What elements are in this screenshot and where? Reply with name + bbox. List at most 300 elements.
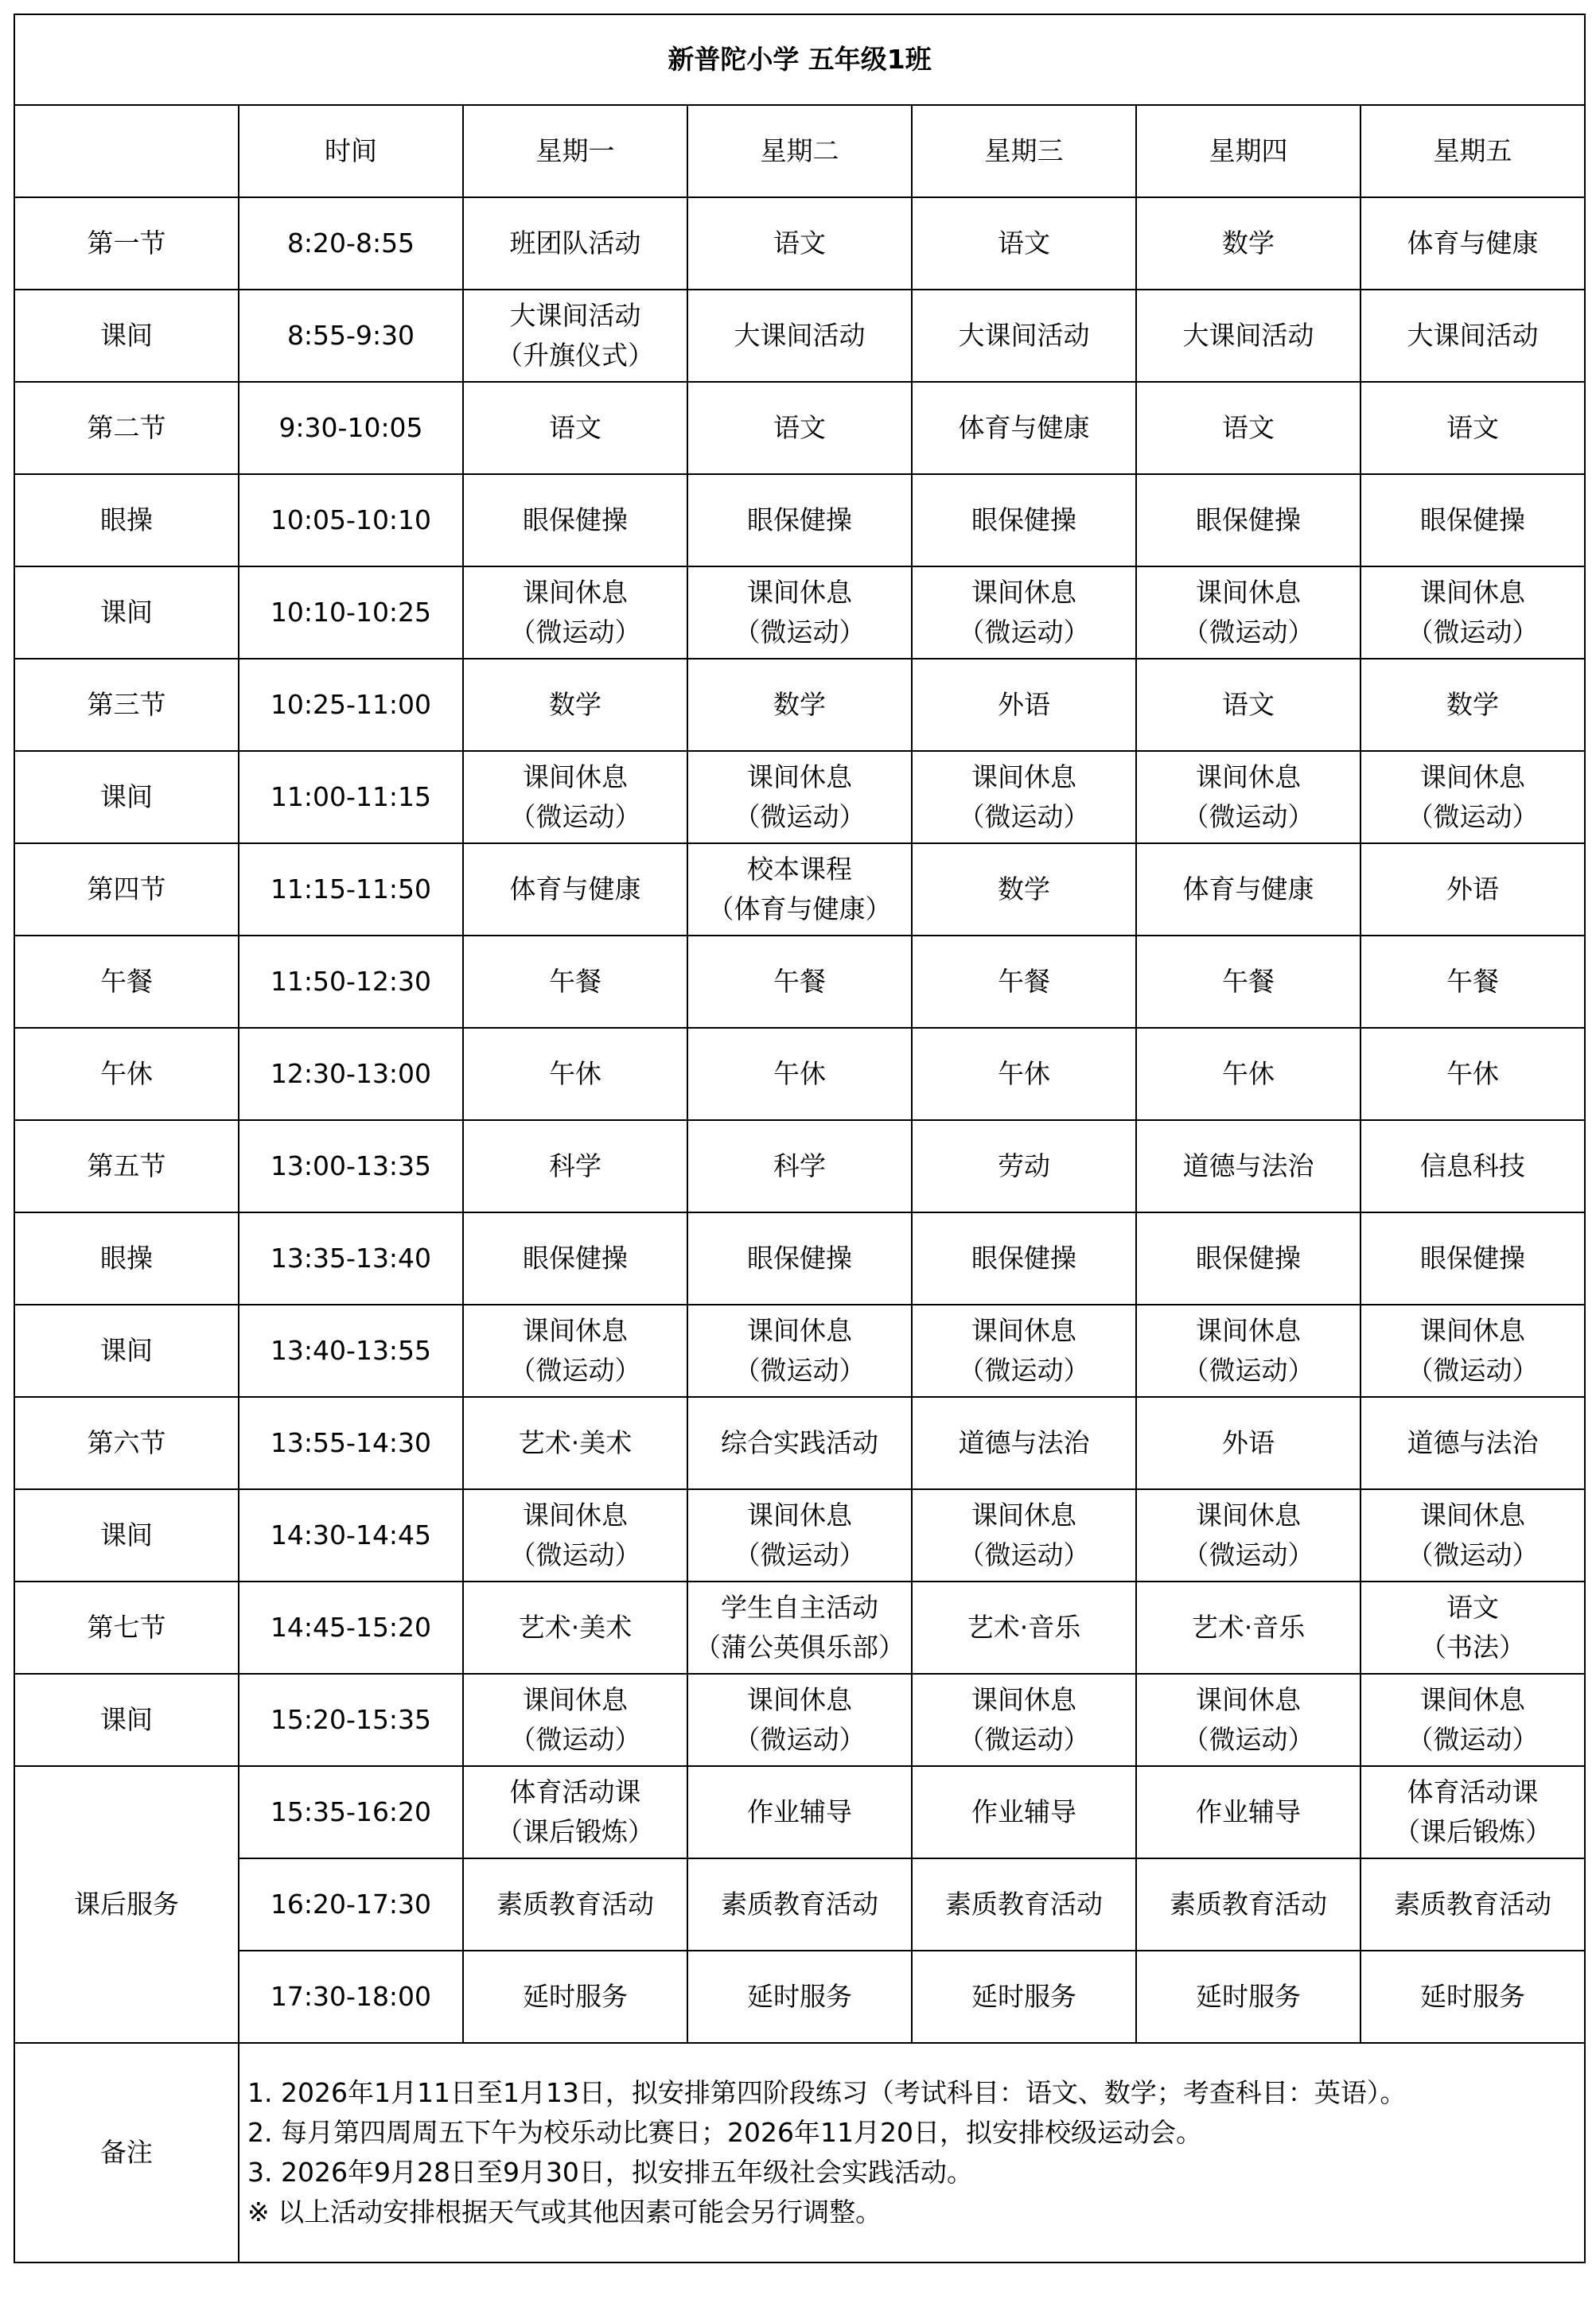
schedule-row [14, 1397, 1585, 1489]
after-school-row [14, 1951, 1585, 2043]
period-time: 10:05-10:10 [239, 474, 463, 566]
cell-line: 语文 [1222, 412, 1275, 443]
period-time: 13:00-13:35 [239, 1120, 463, 1212]
cell-tuesday [687, 751, 912, 843]
cell-line: （微运动） [734, 1539, 866, 1570]
cell-monday [463, 566, 687, 659]
cell-monday [463, 843, 687, 936]
schedule-row [14, 1120, 1585, 1212]
cell-line: （微运动） [1407, 801, 1539, 832]
cell-line: 语文 [549, 412, 601, 443]
period-label: 课间 [14, 290, 239, 382]
cell-tuesday [687, 1028, 912, 1120]
notes-row [14, 2043, 1585, 2262]
cell-line: （微运动） [509, 617, 641, 648]
cell-line: 艺术·音乐 [967, 1612, 1081, 1643]
header-cell-thursday: 星期四 [1136, 105, 1360, 197]
cell-wednesday [912, 659, 1136, 751]
cell-line: 数学 [549, 689, 601, 720]
cell-friday [1360, 1489, 1585, 1582]
after-school-row [14, 1766, 1585, 1858]
cell-friday [1360, 197, 1585, 290]
cell-line: 综合实践活动 [721, 1427, 878, 1458]
cell-line: 作业辅导 [747, 1796, 852, 1827]
cell-tuesday [687, 1120, 912, 1212]
cell-line: （微运动） [509, 1355, 641, 1386]
period-label: 午餐 [14, 936, 239, 1028]
period-time: 11:50-12:30 [239, 936, 463, 1028]
cell-tuesday [687, 1582, 912, 1674]
cell-friday [1360, 1951, 1585, 2043]
cell-monday [463, 1766, 687, 1858]
cell-line: 延时服务 [523, 1981, 628, 2012]
period-time: 17:30-18:00 [239, 1951, 463, 2043]
cell-tuesday [687, 1305, 912, 1397]
cell-thursday [1136, 290, 1360, 382]
cell-line: 午餐 [1222, 966, 1275, 997]
period-time: 12:30-13:00 [239, 1028, 463, 1120]
cell-wednesday [912, 751, 1136, 843]
cell-line: 课间休息 [971, 761, 1076, 792]
cell-line: 素质教育活动 [1170, 1889, 1327, 1920]
cell-thursday [1136, 1397, 1360, 1489]
cell-monday [463, 1674, 687, 1766]
cell-line: 课间休息 [523, 761, 628, 792]
cell-friday [1360, 1582, 1585, 1674]
cell-line: 午休 [1222, 1058, 1275, 1089]
cell-line: 课间休息 [747, 1500, 852, 1531]
cell-line: 科学 [549, 1150, 601, 1181]
cell-monday [463, 197, 687, 290]
schedule-row [14, 936, 1585, 1028]
cell-line: （微运动） [1182, 801, 1314, 832]
cell-monday [463, 290, 687, 382]
cell-line: 眼保健操 [1196, 1243, 1301, 1274]
cell-line: 午餐 [998, 966, 1050, 997]
cell-line: （微运动） [509, 801, 641, 832]
cell-line: （微运动） [734, 1355, 866, 1386]
cell-tuesday [687, 1397, 912, 1489]
cell-line: 素质教育活动 [945, 1889, 1103, 1920]
cell-line: 延时服务 [1420, 1981, 1526, 2012]
cell-tuesday [687, 1674, 912, 1766]
cell-thursday [1136, 1951, 1360, 2043]
period-label: 第二节 [14, 382, 239, 474]
cell-wednesday [912, 197, 1136, 290]
cell-line: 眼保健操 [747, 1243, 852, 1274]
cell-wednesday [912, 1582, 1136, 1674]
period-time: 9:30-10:05 [239, 382, 463, 474]
cell-line: 眼保健操 [1420, 504, 1526, 535]
cell-thursday [1136, 1766, 1360, 1858]
cell-line: 大课间活动 [734, 320, 866, 351]
note-line: 1. 2026年1月11日至1月13日，拟安排第四阶段练习（考试科目：语文、数学；考查科目：英语）。 [247, 2077, 1407, 2108]
cell-wednesday [912, 1766, 1136, 1858]
cell-line: 劳动 [998, 1150, 1050, 1181]
period-time: 14:30-14:45 [239, 1489, 463, 1582]
period-label: 眼操 [14, 474, 239, 566]
cell-monday [463, 1951, 687, 2043]
cell-tuesday [687, 1951, 912, 2043]
cell-line: 学生自主活动 [721, 1592, 878, 1623]
cell-friday [1360, 1212, 1585, 1305]
after-school-row [14, 1858, 1585, 1951]
cell-line: 课间休息 [971, 1315, 1076, 1346]
cell-wednesday [912, 474, 1136, 566]
cell-thursday [1136, 474, 1360, 566]
cell-monday [463, 751, 687, 843]
cell-line: 课间休息 [747, 1684, 852, 1715]
schedule-row [14, 843, 1585, 936]
schedule-title: 新普陀小学 五年级1班 [14, 14, 1585, 105]
schedule-body [14, 14, 1585, 2262]
header-cell-time: 时间 [239, 105, 463, 197]
cell-line: 班团队活动 [509, 228, 641, 259]
cell-line: 课间休息 [1420, 1684, 1526, 1715]
cell-thursday [1136, 1582, 1360, 1674]
cell-tuesday [687, 659, 912, 751]
cell-line: 眼保健操 [1420, 1243, 1526, 1274]
header-cell-friday: 星期五 [1360, 105, 1585, 197]
cell-line: 课间休息 [1196, 1315, 1301, 1346]
schedule-row [14, 1489, 1585, 1582]
cell-line: （微运动） [1407, 617, 1539, 648]
cell-line: （微运动） [958, 801, 1090, 832]
cell-line: 延时服务 [1196, 1981, 1301, 2012]
period-time: 16:20-17:30 [239, 1858, 463, 1951]
period-label: 课间 [14, 1305, 239, 1397]
header-cell-blank [14, 105, 239, 197]
cell-line: （微运动） [958, 1539, 1090, 1570]
cell-line: 体育与健康 [1182, 873, 1314, 905]
period-time: 14:45-15:20 [239, 1582, 463, 1674]
note-line: ※ 以上活动安排根据天气或其他因素可能会另行调整。 [247, 2196, 882, 2227]
cell-line: 延时服务 [747, 1981, 852, 2012]
cell-line: （微运动） [1182, 617, 1314, 648]
cell-line: 延时服务 [971, 1981, 1076, 2012]
cell-line: （微运动） [1407, 1724, 1539, 1755]
cell-line: 语文 [1446, 1592, 1500, 1623]
cell-line: （微运动） [734, 801, 866, 832]
cell-thursday [1136, 566, 1360, 659]
cell-line: 作业辅导 [1196, 1796, 1301, 1827]
cell-line: 数学 [1222, 228, 1275, 259]
cell-line: （微运动） [958, 1355, 1090, 1386]
cell-line: 课间休息 [1420, 1315, 1526, 1346]
note-line: 3. 2026年9月28日至9月30日，拟安排五年级社会实践活动。 [247, 2157, 973, 2188]
cell-friday [1360, 382, 1585, 474]
cell-tuesday [687, 290, 912, 382]
cell-friday [1360, 1858, 1585, 1951]
cell-line: 午餐 [1446, 966, 1500, 997]
cell-line: （微运动） [1182, 1355, 1314, 1386]
cell-friday [1360, 1305, 1585, 1397]
cell-line: （微运动） [509, 1539, 641, 1570]
cell-wednesday [912, 1212, 1136, 1305]
cell-line: 课间休息 [747, 1315, 852, 1346]
cell-friday [1360, 566, 1585, 659]
cell-line: 体育与健康 [509, 873, 641, 905]
cell-wednesday [912, 1674, 1136, 1766]
cell-line: （课后锻炼） [1394, 1816, 1552, 1847]
period-label: 第六节 [14, 1397, 239, 1489]
cell-line: （微运动） [1182, 1724, 1314, 1755]
header-cell-monday: 星期一 [463, 105, 687, 197]
schedule-row [14, 382, 1585, 474]
cell-line: （微运动） [509, 1724, 641, 1755]
cell-line: 体育活动课 [1407, 1776, 1539, 1807]
cell-wednesday [912, 843, 1136, 936]
cell-monday [463, 382, 687, 474]
notes-label: 备注 [14, 2043, 239, 2262]
cell-thursday [1136, 843, 1360, 936]
cell-line: 数学 [998, 873, 1050, 905]
cell-tuesday [687, 474, 912, 566]
schedule-row [14, 751, 1585, 843]
cell-line: 眼保健操 [1196, 504, 1301, 535]
cell-wednesday [912, 1858, 1136, 1951]
cell-wednesday [912, 1951, 1136, 2043]
cell-line: 课间休息 [1196, 761, 1301, 792]
period-time: 8:55-9:30 [239, 290, 463, 382]
cell-monday [463, 659, 687, 751]
cell-line: 午餐 [773, 966, 826, 997]
cell-monday [463, 474, 687, 566]
period-time: 8:20-8:55 [239, 197, 463, 290]
period-label: 第三节 [14, 659, 239, 751]
cell-line: （微运动） [1182, 1539, 1314, 1570]
class-schedule-table [14, 14, 1586, 2263]
cell-line: 道德与法治 [958, 1427, 1090, 1458]
cell-tuesday [687, 1766, 912, 1858]
schedule-row [14, 474, 1585, 566]
cell-line: 课间休息 [523, 577, 628, 608]
cell-monday [463, 1120, 687, 1212]
cell-line: 大课间活动 [509, 300, 641, 331]
cell-line: 体育与健康 [958, 412, 1090, 443]
cell-thursday [1136, 751, 1360, 843]
schedule-row [14, 1028, 1585, 1120]
cell-friday [1360, 290, 1585, 382]
cell-line: 道德与法治 [1182, 1150, 1314, 1181]
schedule-row [14, 1305, 1585, 1397]
cell-line: 语文 [773, 228, 826, 259]
cell-tuesday [687, 382, 912, 474]
cell-line: 课间休息 [971, 1684, 1076, 1715]
cell-line: 外语 [1222, 1427, 1275, 1458]
cell-line: 午餐 [549, 966, 601, 997]
period-label: 第五节 [14, 1120, 239, 1212]
period-label: 课间 [14, 1674, 239, 1766]
cell-thursday [1136, 1028, 1360, 1120]
cell-friday [1360, 474, 1585, 566]
period-time: 10:25-11:00 [239, 659, 463, 751]
cell-thursday [1136, 1858, 1360, 1951]
cell-line: （蒲公英俱乐部） [695, 1632, 905, 1663]
cell-line: 眼保健操 [747, 504, 852, 535]
header-row [14, 105, 1585, 197]
cell-line: 课间休息 [747, 761, 852, 792]
cell-monday [463, 1397, 687, 1489]
cell-wednesday [912, 1120, 1136, 1212]
notes-content [239, 2043, 1585, 2262]
period-label: 第四节 [14, 843, 239, 936]
cell-line: 艺术·美术 [518, 1612, 633, 1643]
cell-line: 课间休息 [1196, 1500, 1301, 1531]
cell-line: 午休 [549, 1058, 601, 1089]
schedule-row [14, 566, 1585, 659]
cell-thursday [1136, 197, 1360, 290]
cell-line: 素质教育活动 [1394, 1889, 1552, 1920]
cell-line: 语文 [773, 412, 826, 443]
period-time: 13:40-13:55 [239, 1305, 463, 1397]
cell-line: 体育活动课 [509, 1776, 641, 1807]
cell-line: 课间休息 [1420, 577, 1526, 608]
cell-line: （书法） [1420, 1632, 1526, 1663]
period-label: 午休 [14, 1028, 239, 1120]
period-time: 11:15-11:50 [239, 843, 463, 936]
cell-friday [1360, 1397, 1585, 1489]
cell-friday [1360, 1120, 1585, 1212]
period-label: 课间 [14, 751, 239, 843]
cell-line: （体育与健康） [707, 893, 892, 924]
cell-line: 体育与健康 [1407, 228, 1539, 259]
cell-wednesday [912, 1397, 1136, 1489]
cell-wednesday [912, 1305, 1136, 1397]
cell-line: （课后锻炼） [496, 1816, 654, 1847]
period-time: 13:35-13:40 [239, 1212, 463, 1305]
cell-friday [1360, 843, 1585, 936]
cell-line: （微运动） [734, 617, 866, 648]
period-label: 课间 [14, 566, 239, 659]
cell-wednesday [912, 1489, 1136, 1582]
cell-friday [1360, 659, 1585, 751]
cell-line: 科学 [773, 1150, 826, 1181]
cell-line: 素质教育活动 [496, 1889, 654, 1920]
cell-wednesday [912, 936, 1136, 1028]
cell-line: （升旗仪式） [496, 340, 654, 371]
cell-monday [463, 1028, 687, 1120]
cell-line: 午休 [1446, 1058, 1500, 1089]
cell-friday [1360, 751, 1585, 843]
schedule-row [14, 1674, 1585, 1766]
schedule-row [14, 290, 1585, 382]
schedule-row [14, 1212, 1585, 1305]
cell-line: （微运动） [1407, 1539, 1539, 1570]
period-label: 第七节 [14, 1582, 239, 1674]
period-time: 15:35-16:20 [239, 1766, 463, 1858]
cell-thursday [1136, 1674, 1360, 1766]
cell-monday [463, 1212, 687, 1305]
cell-friday [1360, 1766, 1585, 1858]
title-row [14, 14, 1585, 105]
cell-friday [1360, 936, 1585, 1028]
cell-friday [1360, 1028, 1585, 1120]
cell-line: 大课间活动 [958, 320, 1090, 351]
cell-thursday [1136, 1120, 1360, 1212]
period-label: 课间 [14, 1489, 239, 1582]
cell-thursday [1136, 1489, 1360, 1582]
cell-line: 课间休息 [523, 1315, 628, 1346]
header-cell-tuesday: 星期二 [687, 105, 912, 197]
cell-thursday [1136, 382, 1360, 474]
cell-line: 语文 [1446, 412, 1500, 443]
cell-line: （微运动） [734, 1724, 866, 1755]
cell-tuesday [687, 843, 912, 936]
cell-line: 眼保健操 [523, 504, 628, 535]
cell-tuesday [687, 1489, 912, 1582]
cell-tuesday [687, 566, 912, 659]
cell-tuesday [687, 1212, 912, 1305]
cell-line: 课间休息 [971, 577, 1076, 608]
note-line: 2. 每月第四周周五下午为校乐动比赛日；2026年11月20日，拟安排校级运动会。 [247, 2117, 1202, 2148]
period-time: 10:10-10:25 [239, 566, 463, 659]
period-label: 第一节 [14, 197, 239, 290]
cell-monday [463, 1489, 687, 1582]
cell-line: 大课间活动 [1182, 320, 1314, 351]
cell-monday [463, 1582, 687, 1674]
cell-monday [463, 936, 687, 1028]
cell-line: 外语 [1446, 873, 1500, 905]
cell-line: 语文 [1222, 689, 1275, 720]
cell-thursday [1136, 659, 1360, 751]
cell-line: （微运动） [958, 1724, 1090, 1755]
cell-line: 道德与法治 [1407, 1427, 1539, 1458]
cell-line: 数学 [773, 689, 826, 720]
after-school-label: 课后服务 [14, 1766, 239, 2043]
schedule-row [14, 659, 1585, 751]
cell-wednesday [912, 1028, 1136, 1120]
cell-line: 艺术·美术 [518, 1427, 633, 1458]
cell-line: 课间休息 [747, 577, 852, 608]
cell-line: 外语 [998, 689, 1050, 720]
cell-wednesday [912, 290, 1136, 382]
cell-wednesday [912, 382, 1136, 474]
period-time: 15:20-15:35 [239, 1674, 463, 1766]
cell-thursday [1136, 936, 1360, 1028]
period-time: 11:00-11:15 [239, 751, 463, 843]
cell-line: 语文 [998, 228, 1050, 259]
cell-line: 艺术·音乐 [1191, 1612, 1306, 1643]
cell-line: 课间休息 [523, 1684, 628, 1715]
cell-tuesday [687, 197, 912, 290]
cell-wednesday [912, 566, 1136, 659]
cell-thursday [1136, 1212, 1360, 1305]
cell-line: 校本课程 [747, 854, 852, 885]
cell-monday [463, 1858, 687, 1951]
cell-line: 午休 [773, 1058, 826, 1089]
cell-line: 数学 [1446, 689, 1500, 720]
cell-line: 眼保健操 [971, 504, 1076, 535]
cell-thursday [1136, 1305, 1360, 1397]
cell-line: 课间休息 [523, 1500, 628, 1531]
cell-line: 课间休息 [1420, 761, 1526, 792]
cell-line: （微运动） [958, 617, 1090, 648]
header-cell-wednesday: 星期三 [912, 105, 1136, 197]
cell-line: 素质教育活动 [721, 1889, 878, 1920]
cell-line: 课间休息 [971, 1500, 1076, 1531]
cell-line: 信息科技 [1420, 1150, 1526, 1181]
cell-line: 课间休息 [1420, 1500, 1526, 1531]
cell-line: 眼保健操 [971, 1243, 1076, 1274]
cell-line: 课间休息 [1196, 577, 1301, 608]
cell-tuesday [687, 1858, 912, 1951]
period-label: 眼操 [14, 1212, 239, 1305]
cell-friday [1360, 1674, 1585, 1766]
cell-line: （微运动） [1407, 1355, 1539, 1386]
cell-line: 作业辅导 [971, 1796, 1076, 1827]
period-time: 13:55-14:30 [239, 1397, 463, 1489]
